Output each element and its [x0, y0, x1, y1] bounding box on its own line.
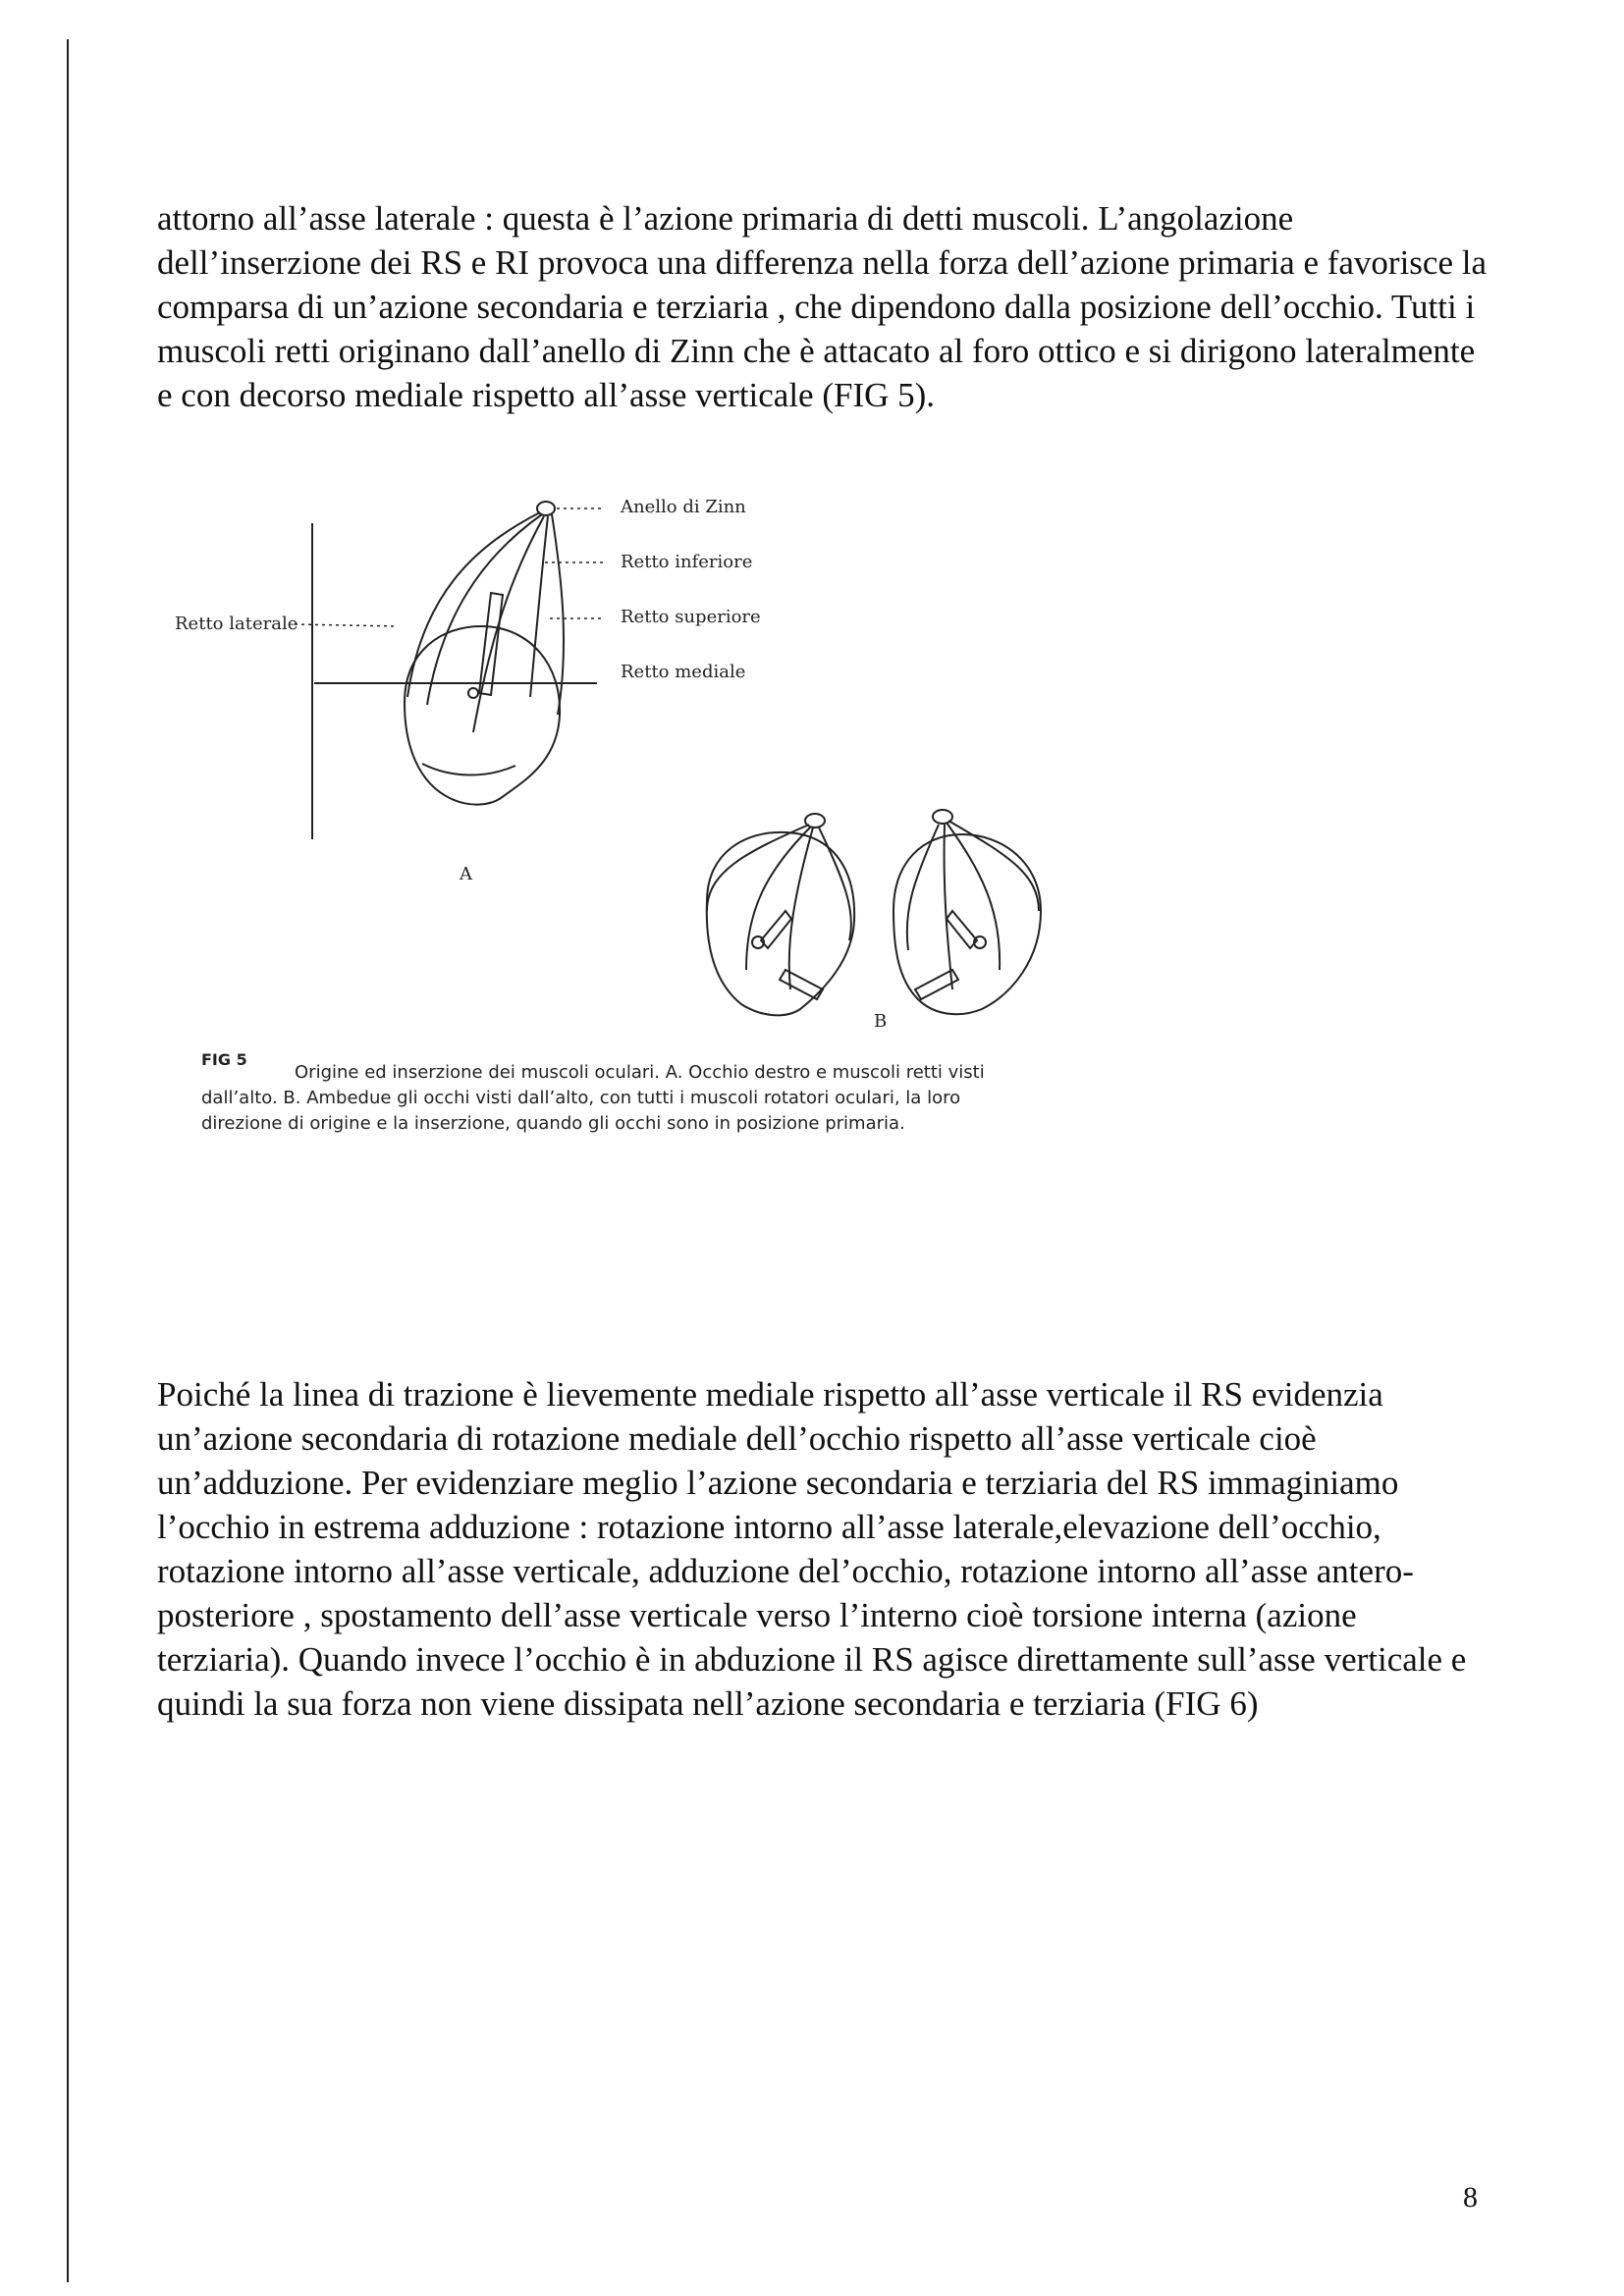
page-number: 8 [1463, 2181, 1478, 2214]
label-retto-inferiore: Retto inferiore [621, 552, 753, 572]
paragraph-1: attorno all’asse laterale : questa è l’azione primaria di detti muscoli. L’angolazione dell’inserzione dei RS e RI provoca una differenza nella forza dell’azione primaria e favorisce la comparsa di un’azione secondaria e terziaria , che dipendono dalla posizione dell’occhio. Tutti i muscoli retti originano dall’anello di Zinn che è attacato al foro ottico e si dirigono lateralmente e con decorso mediale rispetto all’asse verticale (FIG 5). [157, 199, 1487, 414]
figure-number: FIG 5 [201, 1050, 247, 1069]
caption-line-1: Origine ed inserzione dei muscoli oculari. A. Occhio destro e muscoli retti visti [295, 1062, 985, 1083]
caption-line-3: direzione di origine e la inserzione, quando gli occhi sono in posizione primaria. [201, 1113, 905, 1134]
margin-rule [67, 39, 69, 2282]
figure-5 [157, 479, 1139, 1166]
label-retto-mediale: Retto mediale [621, 662, 746, 682]
panel-b-label: B [874, 1011, 888, 1032]
caption-line-2: dall’alto. B. Ambedue gli occhi visti dall’alto, con tutti i muscoli rotatori oculari, la loro [201, 1088, 961, 1108]
eyeball-a [405, 626, 560, 805]
panel-a-label: A [460, 864, 472, 884]
label-anello-di-zinn: Anello di Zinn [621, 497, 746, 517]
paragraph-2: Poiché la linea di trazione è lievemente mediale rispetto all’asse verticale il RS evidenzia un’azione secondaria di rotazione mediale dell’occhio rispetto all’asse verticale cioè un’adduzione. Per evidenziare meglio l’azione secondaria e terziaria del RS immaginiamo l’occhio in estrema adduzione : rotazione intorno all’asse laterale,elevazione dell’occhio, rotazione intorno all’asse verticale, adduzione del’occhio, rotazione intorno all’asse antero-posteriore , spostamento dell’asse verticale verso l’interno cioè torsione interna (azione terziaria). Quando invece l’occhio è in abduzione il RS agisce direttamente sull’asse verticale e quindi la sua forza non viene dissipata nell’azione secondaria e terziaria (FIG 6) [157, 1375, 1467, 1723]
label-retto-superiore: Retto superiore [621, 607, 761, 627]
label-retto-laterale: Retto laterale [175, 614, 298, 634]
